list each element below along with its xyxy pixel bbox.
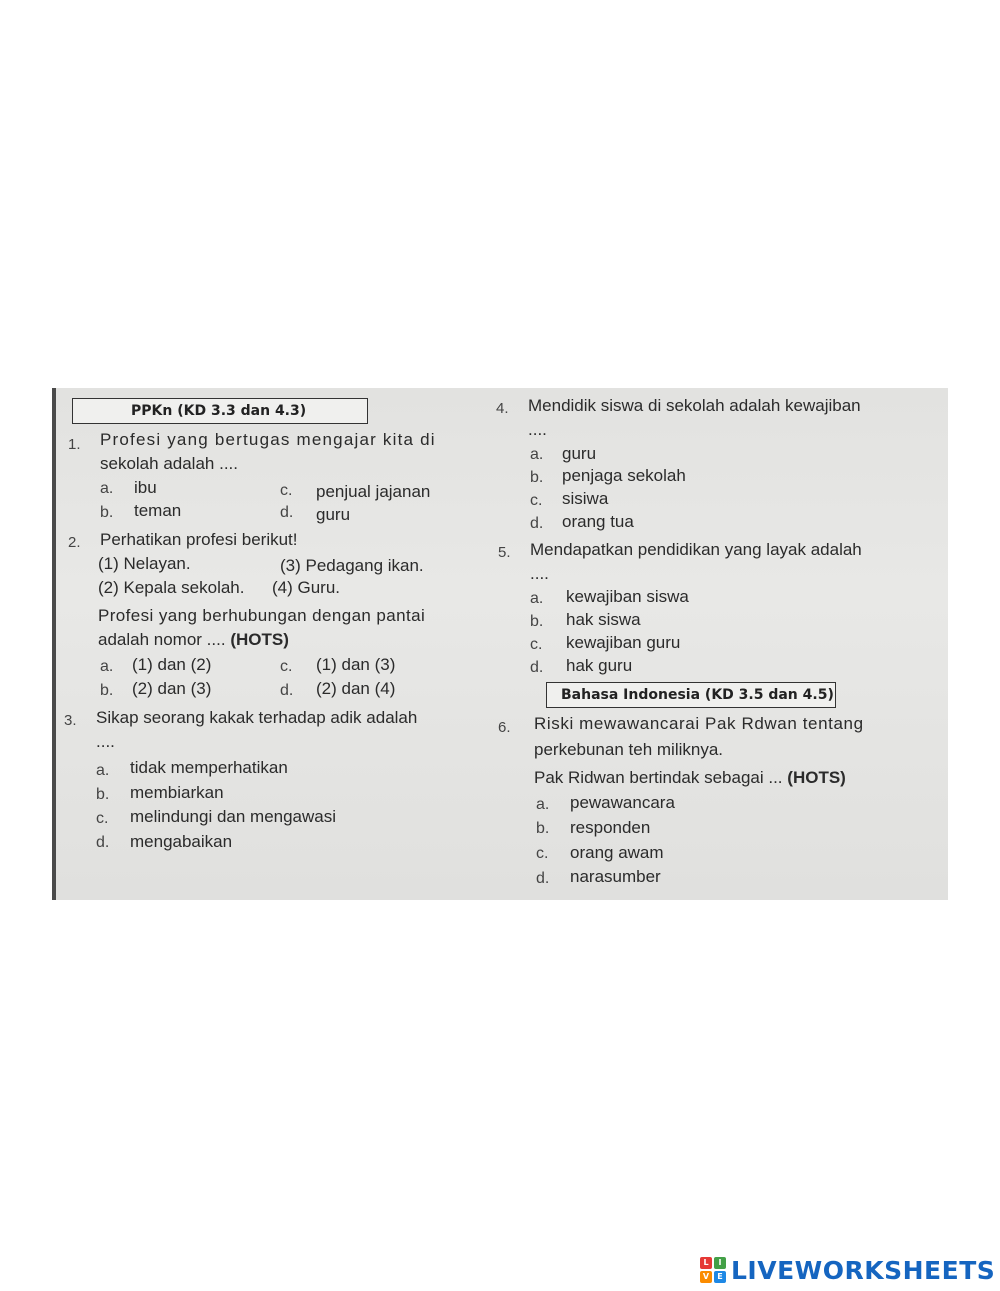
option-letter: a. <box>100 658 114 675</box>
option-letter: b. <box>100 504 114 521</box>
option-letter: d. <box>280 504 294 521</box>
option-text[interactable]: kewajiban siswa <box>566 587 689 606</box>
option-text[interactable]: responden <box>570 818 651 837</box>
list-item: (2) Kepala sekolah. <box>98 578 245 597</box>
question-text: Mendapatkan pendidikan yang layak adalah <box>530 540 862 559</box>
option-letter: c. <box>530 492 543 509</box>
option-text[interactable]: (1) dan (2) <box>132 655 212 674</box>
option-text[interactable]: tidak memperhatikan <box>130 758 288 777</box>
option-letter: d. <box>536 870 550 887</box>
option-letter: a. <box>96 762 110 779</box>
option-letter: d. <box>530 659 544 676</box>
question-text <box>98 630 289 650</box>
option-text[interactable]: melindungi dan mengawasi <box>130 807 337 826</box>
option-letter: b. <box>536 820 550 837</box>
logo-square: I <box>714 1257 726 1269</box>
option-text[interactable]: membiarkan <box>130 783 224 802</box>
worksheet-photo <box>52 388 948 900</box>
question-number: 1. <box>68 436 81 453</box>
option-letter: a. <box>536 796 550 813</box>
question-text <box>534 768 846 788</box>
option-text[interactable]: penjaga sekolah <box>562 466 686 485</box>
option-text[interactable]: teman <box>134 501 182 520</box>
question-text: .... <box>530 564 549 583</box>
logo-grid-icon <box>700 1257 726 1283</box>
option-text[interactable]: (1) dan (3) <box>316 655 396 674</box>
question-number: 5. <box>498 544 511 561</box>
option-letter: b. <box>96 786 110 803</box>
option-letter: a. <box>100 480 114 497</box>
logo-text: LIVEWORKSHEETS <box>731 1255 996 1285</box>
option-text[interactable]: narasumber <box>570 867 661 886</box>
option-text[interactable]: hak guru <box>566 656 633 675</box>
question-text: Perhatikan profesi berikut! <box>100 530 298 549</box>
option-text[interactable]: orang awam <box>570 843 664 862</box>
option-letter: c. <box>96 810 109 827</box>
logo-square: E <box>714 1271 726 1283</box>
question-text: sekolah adalah .... <box>100 454 238 473</box>
logo-square: L <box>700 1257 712 1269</box>
question-number: 2. <box>68 534 81 551</box>
question-text: Riski mewawancarai Pak Rdwan tentang <box>534 714 864 733</box>
option-text[interactable]: (2) dan (4) <box>316 679 396 698</box>
option-letter: a. <box>530 590 544 607</box>
question-text-line: adalah nomor .... <box>98 630 226 649</box>
option-letter: d. <box>96 834 110 851</box>
option-text[interactable]: hak siswa <box>566 610 641 629</box>
section-header-ppkn: PPKn (KD 3.3 dan 4.3) <box>72 398 368 424</box>
logo-square: V <box>700 1271 712 1283</box>
question-number: 6. <box>498 719 511 736</box>
list-item: (4) Guru. <box>272 578 341 597</box>
option-text[interactable]: penjual jajanan <box>316 482 431 501</box>
option-letter: c. <box>536 845 549 862</box>
option-text[interactable]: orang tua <box>562 512 634 531</box>
question-text-line: Pak Ridwan bertindak sebagai ... <box>534 768 783 787</box>
option-letter: d. <box>280 682 294 699</box>
option-letter: d. <box>530 515 544 532</box>
question-number: 3. <box>64 712 77 729</box>
question-number: 4. <box>496 400 509 417</box>
option-text[interactable]: pewawancara <box>570 793 675 812</box>
hots-label: (HOTS) <box>787 768 846 787</box>
option-text[interactable]: guru <box>562 444 597 463</box>
option-letter: a. <box>530 446 544 463</box>
question-text: Mendidik siswa di sekolah adalah kewajiban <box>528 396 861 415</box>
option-letter: b. <box>530 469 544 486</box>
option-letter: c. <box>530 636 543 653</box>
option-text[interactable]: mengabaikan <box>130 832 233 851</box>
question-text: .... <box>528 420 547 439</box>
question-text: Profesi yang bertugas mengajar kita di <box>100 430 436 449</box>
option-text[interactable]: guru <box>316 505 351 524</box>
list-item: (1) Nelayan. <box>98 554 191 573</box>
option-letter: b. <box>530 613 544 630</box>
page-edge <box>52 388 56 900</box>
option-text[interactable]: (2) dan (3) <box>132 679 212 698</box>
liveworksheets-logo <box>700 1256 995 1284</box>
section-header-bahasa: Bahasa Indonesia (KD 3.5 dan 4.5) <box>546 682 836 708</box>
question-text: Sikap seorang kakak terhadap adik adalah <box>96 708 418 727</box>
question-text: Profesi yang berhubungan dengan pantai <box>98 606 426 625</box>
option-text[interactable]: kewajiban guru <box>566 633 681 652</box>
option-letter: c. <box>280 482 293 499</box>
list-item: (3) Pedagang ikan. <box>280 556 424 575</box>
option-text[interactable]: ibu <box>134 478 157 497</box>
question-text: perkebunan teh miliknya. <box>534 740 724 759</box>
option-text[interactable]: sisiwa <box>562 489 609 508</box>
hots-label: (HOTS) <box>230 630 289 649</box>
question-text: .... <box>96 732 115 751</box>
option-letter: c. <box>280 658 293 675</box>
option-letter: b. <box>100 682 114 699</box>
